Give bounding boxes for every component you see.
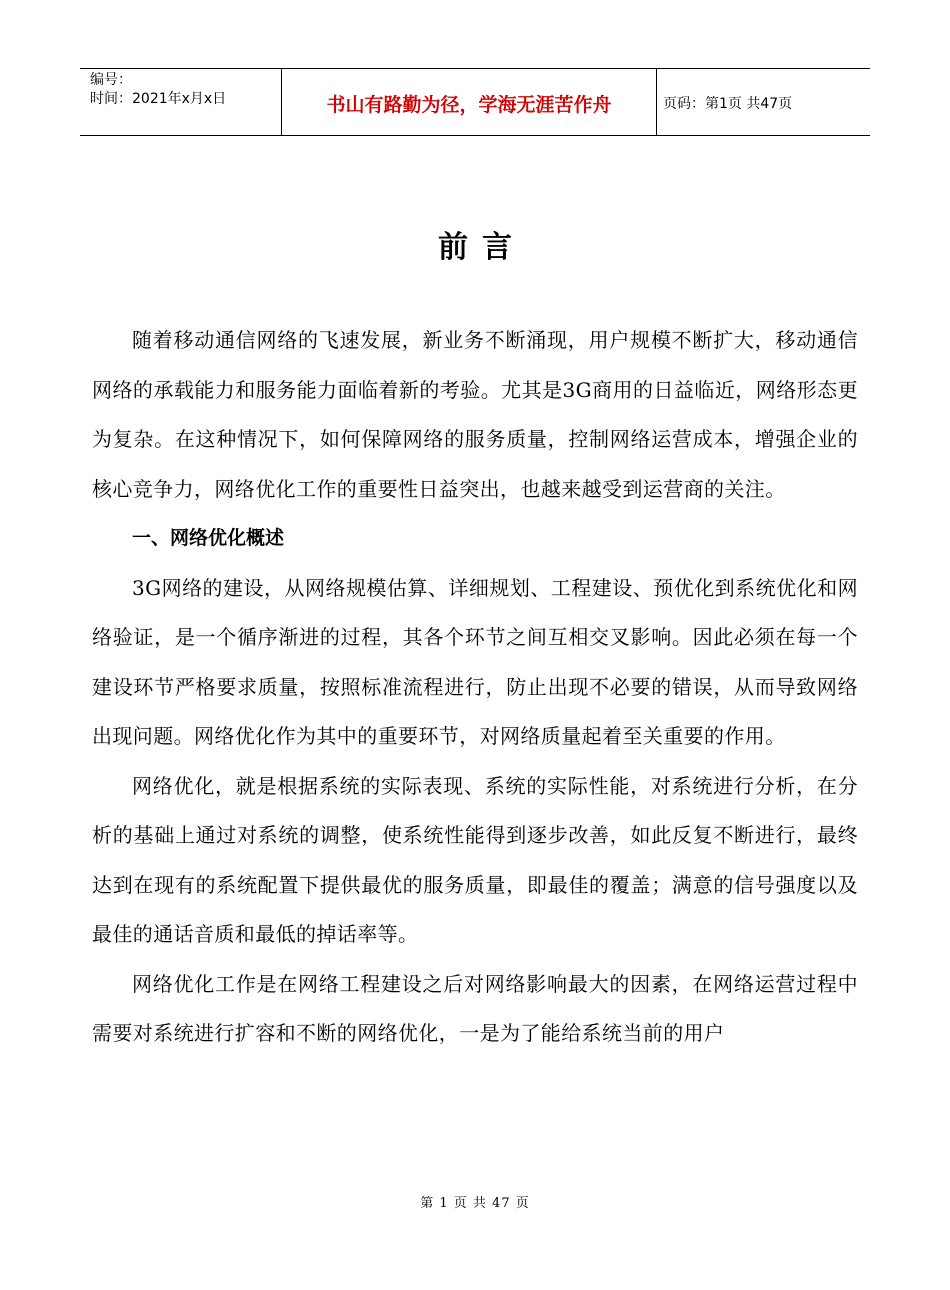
paragraph-overview: 3G网络的建设，从网络规模估算、详细规划、工程建设、预优化到系统优化和网络验证，是一个循序渐进的过程，其各个环节之间互相交叉影响。因此必须在每一个建设环节严格要求质量，按照标准流程进行，防止出现不必要的错误，从而导致网络出现问题。网络优化作为其中的重要环节，对网络质量起着至关重要的作用。 (92, 575, 858, 748)
page-footer: 第 1 页 共 47 页 (420, 1196, 530, 1211)
document-title: 前言 (438, 230, 526, 265)
doc-number-label: 编号： (90, 72, 132, 88)
header-meta-cell (80, 69, 282, 135)
doc-time-label: 时间：2021年x月x日 (90, 91, 227, 107)
section-heading: 一、网络优化概述 (132, 527, 285, 549)
header-page-cell (657, 69, 870, 135)
header-motto-cell (282, 69, 657, 135)
paragraph-importance: 网络优化工作是在网络工程建设之后对网络影响最大的因素，在网络运营过程中需要对系统进行扩容和不断的网络优化，一是为了能给系统当前的用户 (92, 971, 858, 1045)
header-motto: 书山有路勤为径，学海无涯苦作舟 (326, 93, 612, 116)
paragraph-definition: 网络优化，就是根据系统的实际表现、系统的实际性能，对系统进行分析，在分析的基础上通过对系统的调整，使系统性能得到逐步改善，如此反复不断进行，最终达到在现有的系统配置下提供最优的服务质量，即最佳的覆盖；满意的信号强度以及最佳的通话音质和最低的掉话率等。 (92, 773, 858, 946)
document-body (92, 316, 858, 1059)
paragraph-intro: 随着移动通信网络的飞速发展，新业务不断涌现，用户规模不断扩大，移动通信网络的承载能力和服务能力面临着新的考验。尤其是3G商用的日益临近，网络形态更为复杂。在这种情况下，如何保障网络的服务质量，控制网络运营成本，增强企业的核心竞争力，网络优化工作的重要性日益突出，也越来越受到运营商的关注。 (92, 328, 858, 501)
header-table (80, 68, 870, 136)
header-page-info: 页码：第1页 共47页 (663, 96, 793, 112)
